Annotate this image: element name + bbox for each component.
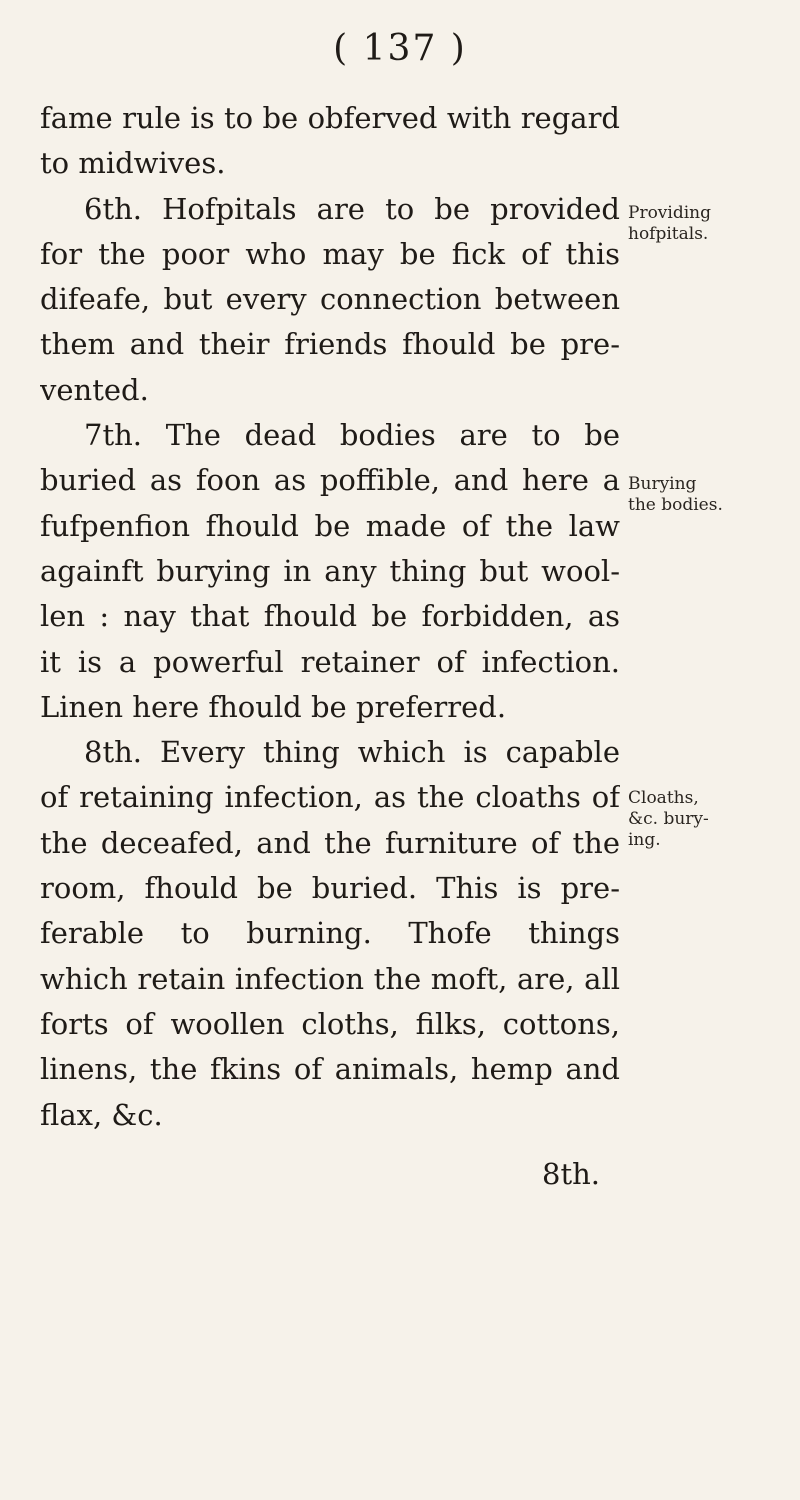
text-line: buried as foon as poffible, and here a: [40, 463, 620, 498]
text-line: forts of woollen cloths, filks, cottons,: [40, 1006, 620, 1041]
text-line: linens, the fkins of animals, hemp and: [40, 1052, 620, 1087]
text-line: for the poor who may be fick of this: [40, 236, 620, 271]
body-text: [40, 96, 620, 1197]
text-line: len : nay that fhould be forbidden, as: [40, 599, 620, 634]
text-line: to midwives.: [40, 146, 226, 181]
text-line: fufpenfion fhould be made of the law: [40, 508, 620, 543]
text-line: flax, &c.: [40, 1097, 163, 1132]
text-line: room, fhould be buried. This is pre-: [40, 871, 620, 906]
text-line: 8th. Every thing which is capable: [84, 735, 620, 770]
margin-note-line: ing.: [628, 830, 661, 850]
text-line: vented.: [40, 372, 149, 407]
catchword: 8th.: [542, 1156, 600, 1191]
text-line: it is a powerful retainer of infection.: [40, 644, 620, 679]
page-number: ( 137 ): [333, 28, 467, 69]
margin-note-line: Cloaths,: [628, 788, 699, 808]
margin-note-line: the bodies.: [628, 495, 723, 515]
margin-note-line: &c. bury-: [628, 809, 709, 829]
text-line: 6th. Hofpitals are to be provided: [84, 191, 620, 226]
text-line: 7th. The dead bodies are to be: [84, 418, 620, 453]
margin-note-line: Providing: [628, 203, 711, 223]
text-line: againft burying in any thing but wool-: [40, 553, 620, 588]
text-line: difeafe, but every connection between: [40, 282, 620, 317]
margin-note-providing-hospitals: [628, 203, 788, 245]
text-line: them and their friends fhould be pre-: [40, 327, 620, 362]
margin-note-burying-bodies: [628, 474, 788, 516]
text-line: the deceafed, and the furniture of the: [40, 825, 620, 860]
margin-note-line: Burying: [628, 474, 697, 494]
text-line: of retaining infection, as the cloaths of: [40, 780, 620, 815]
margin-note-line: hofpitals.: [628, 224, 709, 244]
text-line: which retain infection the moft, are, all: [40, 961, 620, 996]
margin-note-cloaths-burying: [628, 788, 788, 851]
text-line: fame rule is to be obferved with regard: [40, 101, 620, 135]
text-line: ferable to burning. Thofe things: [40, 916, 620, 951]
text-line: Linen here fhould be preferred.: [40, 689, 507, 724]
